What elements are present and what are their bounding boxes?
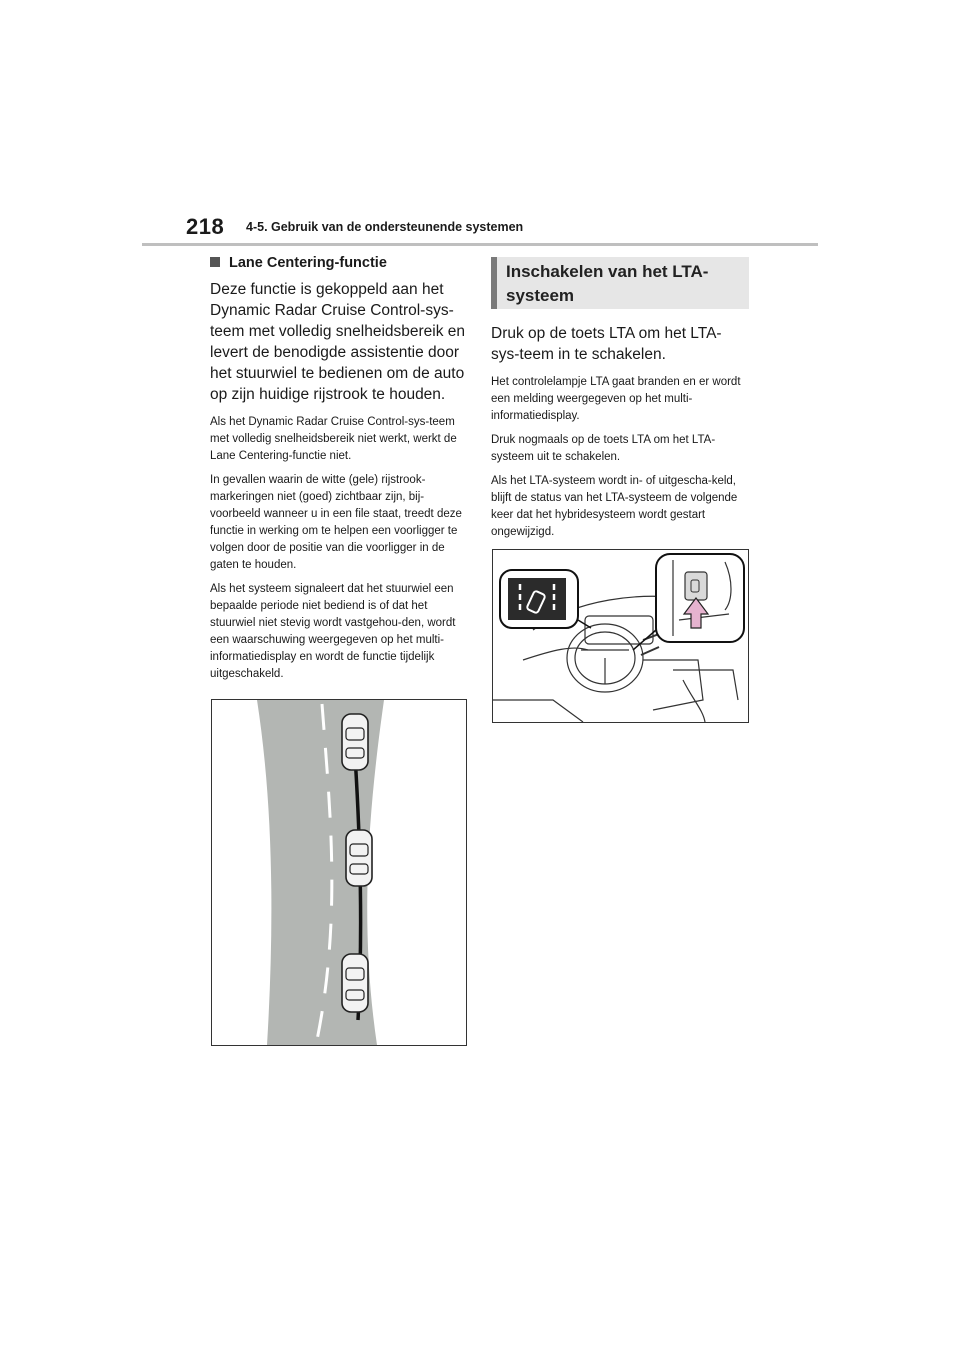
left-column: [210, 255, 468, 690]
paragraph: Als het Dynamic Radar Cruise Control-sys-teem met volledig snelheidsbereik niet werkt, werkt de Lane Centering-functie niet.: [210, 416, 457, 462]
paragraph: Het controlelampje LTA gaat branden en er wordt een melding weergegeven op het multi-informatiedisplay.: [491, 376, 741, 422]
heading-line: Inschakelen van het LTA-: [506, 262, 709, 281]
paragraph: Als het systeem signaleert dat het stuurwiel een bepaalde periode niet bediend is of dat het stuurwiel niet stevig wordt vastgehou-den, wordt een waarschuwing weergegeven op het multi-informatiedisplay en wordt de functie tijdelijk uitgeschakeld.: [210, 583, 456, 680]
car-icon: [342, 714, 368, 770]
paragraph: Als het LTA-systeem wordt in- of uitgescha-keld, blijft de status van het LTA-systeem de volgende keer dat het hybridesysteem wordt gestart ongewijzigd.: [491, 475, 738, 538]
paragraph: Druk nogmaals op de toets LTA om het LTA-systeem uit te schakelen.: [491, 434, 716, 463]
subheading-text: Lane Centering-functie: [229, 255, 387, 271]
car-icon: [342, 954, 368, 1012]
paragraph: In gevallen waarin de witte (gele) rijstrook-markeringen niet (goed) zichtbaar zijn, bij-voorbeeld wanneer u in een file staat, treedt deze functie in werking om te helpen een voorligger te volgen door de positie van die voorligger in de gaten te houden.: [210, 474, 462, 571]
square-bullet-icon: [210, 257, 220, 267]
heading-line: systeem: [506, 286, 575, 305]
section-heading: [491, 257, 749, 309]
lane-centering-illustration: [211, 699, 467, 1046]
intro-text: Druk op de toets LTA om het LTA-sys-teem in te schakelen.: [491, 325, 722, 363]
lta-switch-button: [685, 572, 707, 600]
car-icon: [346, 830, 372, 886]
subheading: [210, 255, 468, 271]
page-number: 218: [186, 214, 225, 239]
section-title: 4-5. Gebruik van de ondersteunende systemen: [246, 220, 524, 234]
right-column: [491, 257, 749, 548]
lta-indicator-icon: [508, 578, 566, 620]
dashboard-illustration: [492, 549, 749, 723]
intro-text: Deze functie is gekoppeld aan het Dynamic Radar Cruise Control-sys-teem met volledig snelheidsbereik en levert de benodigde assistentie door het stuurwiel te bedienen om de auto op zijn huidige rijstrook te houden.: [210, 281, 466, 403]
header-rule: [142, 243, 818, 246]
